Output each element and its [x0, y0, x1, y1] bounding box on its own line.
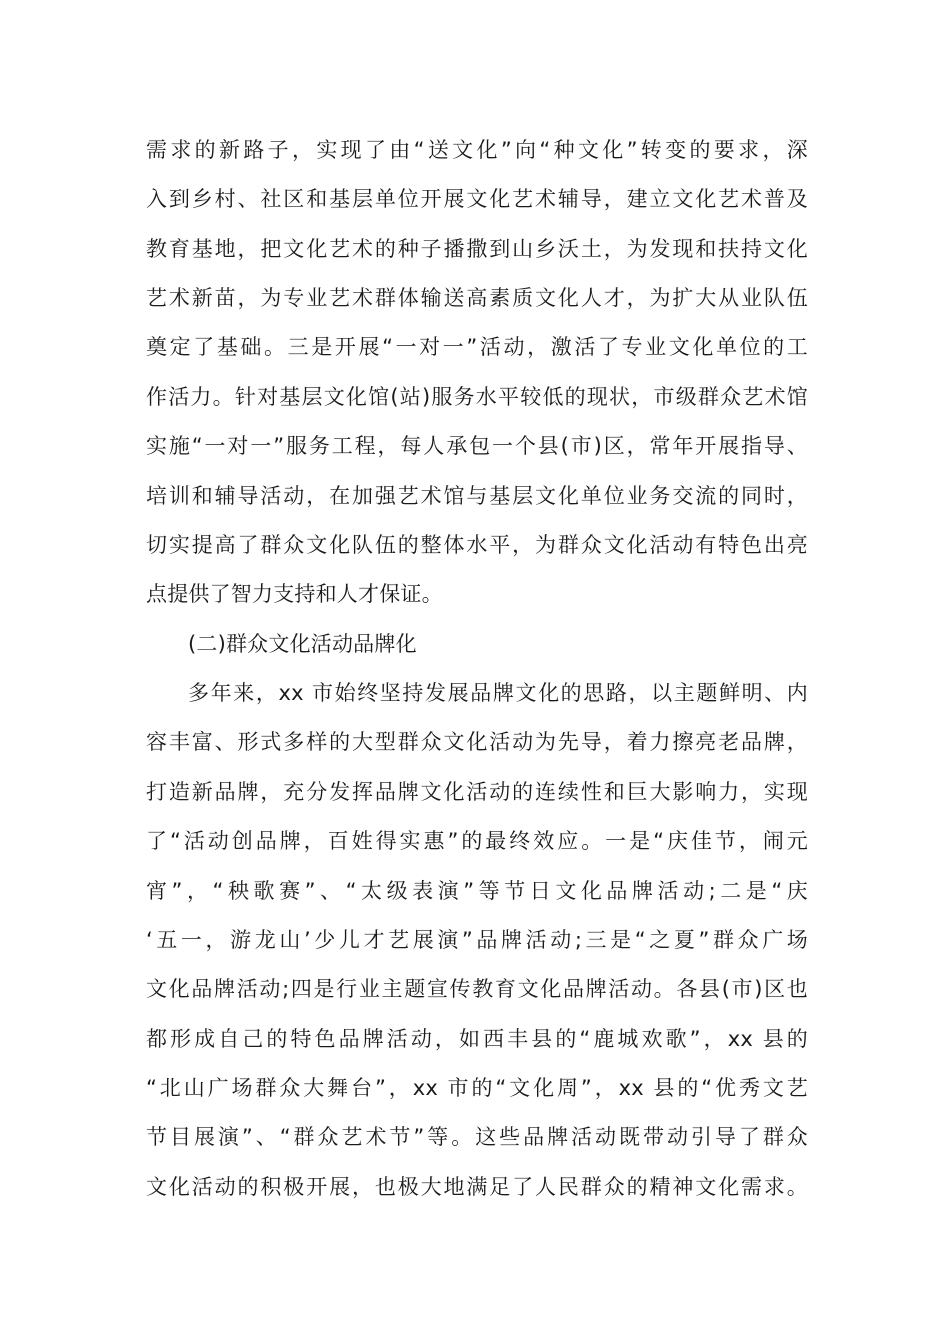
paragraph-2-line: 节目展演”、“群众艺术节”等。这些品牌活动既带动引导了群众 [146, 1125, 808, 1149]
paragraph-2-line: 都形成自己的特色品牌活动，如西丰县的“鹿城欢歌”，xx 县的 [146, 1027, 808, 1051]
paragraph-1-line: 点提供了智力支持和人才保证。 [146, 582, 443, 606]
paragraph-1-line: 需求的新路子，实现了由“送文化”向“种文化”转变的要求，深 [146, 138, 808, 162]
paragraph-2-line: 了“活动创品牌，百姓得实惠”的最终效应。一是“庆佳节，闹元 [146, 829, 808, 853]
paragraph-1-line: 切实提高了群众文化队伍的整体水平，为群众文化活动有特色出亮 [146, 533, 808, 557]
paragraph-1-line: 入到乡村、社区和基层单位开展文化艺术辅导，建立文化艺术普及 [146, 187, 808, 211]
paragraph-2-line: 宵”，“秧歌赛”、“太级表演”等节日文化品牌活动;二是“庆 [146, 879, 808, 903]
paragraph-2-line: 多年来，xx 市始终坚持发展品牌文化的思路，以主题鲜明、内 [188, 681, 808, 705]
section-heading: (二)群众文化活动品牌化 [188, 632, 417, 656]
paragraph-2-line: ‘五一，游龙山’少儿才艺展演”品牌活动;三是“之夏”群众广场 [146, 928, 808, 952]
paragraph-2-line: “北山广场群众大舞台”，xx 市的“文化周”，xx 县的“优秀文艺 [146, 1076, 808, 1100]
paragraph-2-line: 容丰富、形式多样的大型群众文化活动为先导，着力擦亮老品牌， [146, 730, 808, 754]
paragraph-1-line: 教育基地，把文化艺术的种子播撒到山乡沃土，为发现和扶持文化 [146, 237, 808, 261]
paragraph-1-line: 作活力。针对基层文化馆(站)服务水平较低的现状，市级群众艺术馆 [146, 385, 808, 409]
paragraph-2-line: 打造新品牌，充分发挥品牌文化活动的连续性和巨大影响力，实现 [146, 780, 808, 804]
paragraph-1-line: 艺术新苗，为专业艺术群体输送高素质文化人才，为扩大从业队伍 [146, 286, 808, 310]
paragraph-1-line: 实施“一对一”服务工程，每人承包一个县(市)区，常年开展指导、 [146, 434, 808, 458]
paragraph-1-line: 培训和辅导活动，在加强艺术馆与基层文化单位业务交流的同时， [146, 484, 808, 508]
paragraph-2-line: 文化品牌活动;四是行业主题宣传教育文化品牌活动。各县(市)区也 [146, 977, 808, 1001]
paragraph-2-line: 文化活动的积极开展，也极大地满足了人民群众的精神文化需求。 [146, 1175, 808, 1199]
paragraph-1-line: 奠定了基础。三是开展“一对一”活动，激活了专业文化单位的工 [146, 335, 808, 359]
